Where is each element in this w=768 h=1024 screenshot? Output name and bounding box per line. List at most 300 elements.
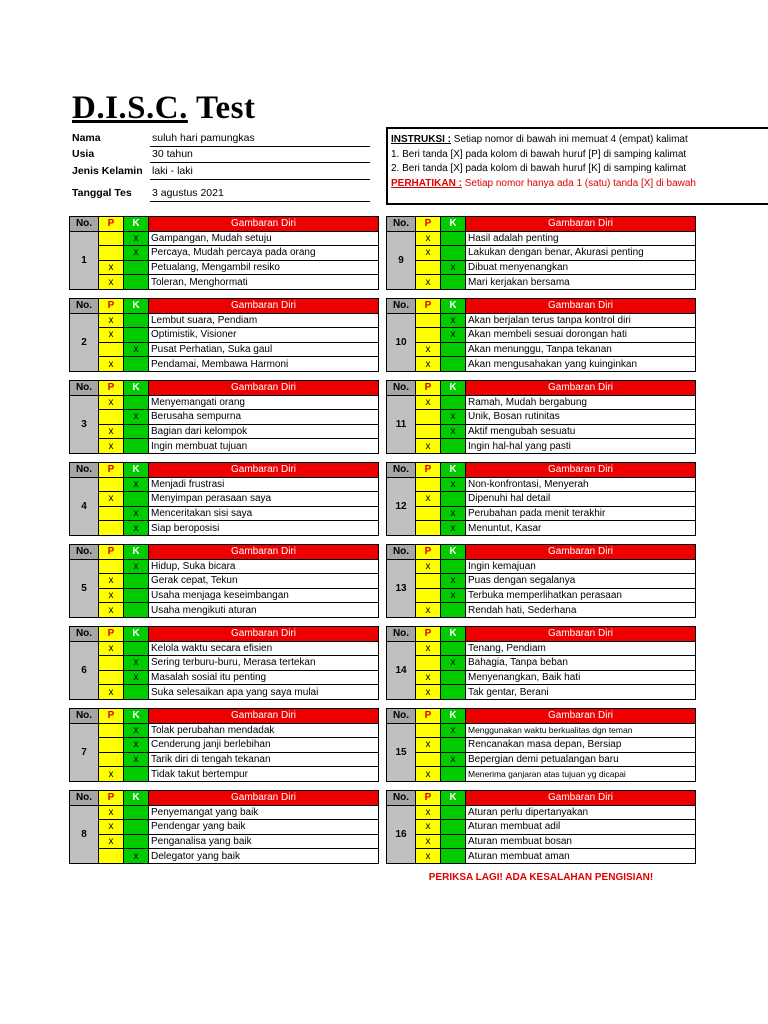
statement-text: Menggunakan waktu berkualitas dgn teman <box>466 723 696 738</box>
cell-p[interactable] <box>416 521 441 536</box>
col-header-p: P <box>416 381 441 396</box>
col-header-gambaran: Gambaran Diri <box>149 545 379 560</box>
statement-text: Lembut suara, Pendiam <box>149 313 379 328</box>
cell-k[interactable] <box>124 603 149 618</box>
field-jenis-kelamin[interactable]: laki - laki <box>150 165 370 180</box>
cell-p[interactable] <box>416 328 441 343</box>
cell-k[interactable] <box>124 357 149 372</box>
col-header-no: No. <box>387 217 416 232</box>
table-row <box>70 723 379 738</box>
table-row <box>70 588 379 603</box>
cell-k[interactable] <box>124 588 149 603</box>
table-row <box>70 559 379 574</box>
statement-text: Optimistik, Visioner <box>149 328 379 343</box>
cell-p[interactable]: x <box>416 275 441 290</box>
question-number: 15 <box>387 723 416 781</box>
cell-p[interactable] <box>99 738 124 753</box>
cell-p[interactable]: x <box>99 424 124 439</box>
table-row <box>70 767 379 782</box>
col-header-p: P <box>416 709 441 724</box>
col-header-no: No. <box>70 381 99 396</box>
cell-k[interactable]: x <box>124 410 149 425</box>
cell-k[interactable]: x <box>441 574 466 589</box>
question-number: 13 <box>387 559 416 617</box>
col-header-gambaran: Gambaran Diri <box>466 627 696 642</box>
statement-text: Cenderung janji berlebihan <box>149 738 379 753</box>
cell-p[interactable]: x <box>416 342 441 357</box>
cell-k[interactable]: x <box>124 559 149 574</box>
table-row <box>387 805 696 820</box>
table-row <box>70 685 379 700</box>
cell-p[interactable] <box>416 424 441 439</box>
table-row <box>70 246 379 261</box>
col-header-gambaran: Gambaran Diri <box>466 463 696 478</box>
cell-p[interactable]: x <box>99 603 124 618</box>
cell-k[interactable] <box>441 395 466 410</box>
cell-p[interactable] <box>99 521 124 536</box>
statement-text: Ramah, Mudah bergabung <box>466 395 696 410</box>
label-jenis-kelamin: Jenis Kelamin <box>72 165 143 177</box>
cell-k[interactable] <box>124 439 149 454</box>
col-header-gambaran: Gambaran Diri <box>149 463 379 478</box>
col-header-k: K <box>124 381 149 396</box>
table-row <box>387 260 696 275</box>
cell-p[interactable]: x <box>99 767 124 782</box>
instruction-line-2: 1. Beri tanda [X] pada kolom di bawah huruf [P] di samping kalimat <box>391 148 687 160</box>
cell-p[interactable]: x <box>99 834 124 849</box>
cell-p[interactable] <box>416 477 441 492</box>
cell-k[interactable] <box>441 603 466 618</box>
cell-k[interactable] <box>124 574 149 589</box>
cell-k[interactable] <box>124 834 149 849</box>
col-header-p: P <box>416 217 441 232</box>
statement-text: Menyenangkan, Baik hati <box>466 670 696 685</box>
table-row <box>70 424 379 439</box>
cell-k[interactable]: x <box>441 752 466 767</box>
cell-p[interactable]: x <box>99 357 124 372</box>
statement-text: Menyimpan perasaan saya <box>149 492 379 507</box>
statement-text: Kelola waktu secara efisien <box>149 641 379 656</box>
cell-p[interactable]: x <box>99 395 124 410</box>
cell-k[interactable]: x <box>124 506 149 521</box>
table-row <box>70 328 379 343</box>
col-header-no: No. <box>387 791 416 806</box>
cell-k[interactable]: x <box>124 670 149 685</box>
cell-k[interactable] <box>441 641 466 656</box>
table-row <box>70 752 379 767</box>
col-header-no: No. <box>70 299 99 314</box>
cell-k[interactable] <box>441 439 466 454</box>
cell-k[interactable]: x <box>124 521 149 536</box>
cell-k[interactable]: x <box>441 588 466 603</box>
statement-text: Ingin membuat tujuan <box>149 439 379 454</box>
statement-text: Aturan membuat aman <box>466 849 696 864</box>
cell-p[interactable]: x <box>99 328 124 343</box>
question-block-7 <box>69 708 379 782</box>
col-header-p: P <box>99 709 124 724</box>
statement-text: Suka selesaikan apa yang saya mulai <box>149 685 379 700</box>
table-row <box>387 574 696 589</box>
cell-p[interactable] <box>416 588 441 603</box>
cell-p[interactable] <box>99 477 124 492</box>
col-header-gambaran: Gambaran Diri <box>149 709 379 724</box>
cell-p[interactable]: x <box>416 805 441 820</box>
col-header-no: No. <box>70 627 99 642</box>
table-row <box>387 395 696 410</box>
col-header-k: K <box>441 217 466 232</box>
question-block-1 <box>69 216 379 290</box>
cell-k[interactable] <box>124 492 149 507</box>
statement-text: Delegator yang baik <box>149 849 379 864</box>
cell-k[interactable]: x <box>124 246 149 261</box>
cell-p[interactable]: x <box>416 641 441 656</box>
statement-text: Dipenuhi hal detail <box>466 492 696 507</box>
statement-text: Menceritakan sisi saya <box>149 506 379 521</box>
cell-k[interactable] <box>441 849 466 864</box>
table-row <box>70 357 379 372</box>
table-row <box>387 820 696 835</box>
cell-p[interactable]: x <box>416 492 441 507</box>
instruction-warning-head: PERHATIKAN : <box>391 177 462 189</box>
col-header-p: P <box>99 545 124 560</box>
cell-p[interactable]: x <box>416 738 441 753</box>
table-row <box>387 410 696 425</box>
table-row <box>70 805 379 820</box>
cell-k[interactable] <box>441 805 466 820</box>
cell-p[interactable] <box>99 559 124 574</box>
statement-text: Tolak perubahan mendadak <box>149 723 379 738</box>
question-number: 16 <box>387 805 416 863</box>
cell-p[interactable]: x <box>99 685 124 700</box>
cell-p[interactable]: x <box>416 246 441 261</box>
table-row <box>387 767 696 782</box>
cell-p[interactable] <box>99 246 124 261</box>
table-row <box>387 670 696 685</box>
cell-p[interactable]: x <box>99 641 124 656</box>
label-nama: Nama <box>72 132 101 144</box>
cell-k[interactable] <box>124 275 149 290</box>
cell-p[interactable]: x <box>99 275 124 290</box>
col-header-gambaran: Gambaran Diri <box>149 217 379 232</box>
col-header-p: P <box>416 299 441 314</box>
field-tanggal-tes[interactable]: 3 agustus 2021 <box>150 187 370 202</box>
cell-p[interactable] <box>99 410 124 425</box>
col-header-no: No. <box>387 545 416 560</box>
col-header-p: P <box>99 381 124 396</box>
statement-text: Menerima ganjaran atas tujuan yg dicapai <box>466 767 696 782</box>
col-header-k: K <box>441 627 466 642</box>
cell-p[interactable] <box>99 342 124 357</box>
cell-k[interactable]: x <box>124 656 149 671</box>
col-header-k: K <box>124 217 149 232</box>
cell-p[interactable]: x <box>416 849 441 864</box>
table-row <box>387 723 696 738</box>
statement-text: Pusat Perhatian, Suka gaul <box>149 342 379 357</box>
cell-p[interactable]: x <box>416 559 441 574</box>
statement-text: Unik, Bosan rutinitas <box>466 410 696 425</box>
field-usia[interactable]: 30 tahun <box>150 148 370 163</box>
statement-text: Aturan perlu dipertanyakan <box>466 805 696 820</box>
cell-p[interactable]: x <box>99 313 124 328</box>
cell-k[interactable]: x <box>441 656 466 671</box>
cell-k[interactable] <box>441 670 466 685</box>
page-crop-edge <box>696 210 768 880</box>
cell-p[interactable]: x <box>416 670 441 685</box>
page-title <box>72 90 255 127</box>
col-header-p: P <box>99 217 124 232</box>
question-block-4 <box>69 462 379 536</box>
cell-k[interactable] <box>441 834 466 849</box>
question-block-2 <box>69 298 379 372</box>
cell-p[interactable]: x <box>99 820 124 835</box>
cell-k[interactable] <box>441 492 466 507</box>
question-number: 14 <box>387 641 416 699</box>
cell-k[interactable] <box>441 342 466 357</box>
cell-k[interactable]: x <box>441 410 466 425</box>
col-header-gambaran: Gambaran Diri <box>466 791 696 806</box>
col-header-no: No. <box>387 381 416 396</box>
statement-text: Gerak cepat, Tekun <box>149 574 379 589</box>
table-row <box>70 395 379 410</box>
col-header-gambaran: Gambaran Diri <box>149 627 379 642</box>
question-number: 4 <box>70 477 99 535</box>
cell-p[interactable]: x <box>99 260 124 275</box>
cell-p[interactable]: x <box>99 588 124 603</box>
cell-k[interactable]: x <box>124 231 149 246</box>
statement-text: Pendamai, Membawa Harmoni <box>149 357 379 372</box>
table-row <box>387 849 696 864</box>
cell-p[interactable] <box>99 752 124 767</box>
table-row <box>70 641 379 656</box>
col-header-k: K <box>124 545 149 560</box>
cell-k[interactable]: x <box>124 723 149 738</box>
cell-k[interactable]: x <box>124 477 149 492</box>
col-header-k: K <box>124 627 149 642</box>
cell-p[interactable]: x <box>99 805 124 820</box>
cell-k[interactable]: x <box>124 342 149 357</box>
instruction-line-1: Setiap nomor di bawah ini memuat 4 (empat) kalimat <box>451 134 688 145</box>
instruction-head: INSTRUKSI : <box>391 134 451 145</box>
field-nama[interactable]: suluh hari pamungkas <box>150 132 370 147</box>
question-block-6 <box>69 626 379 700</box>
cell-k[interactable] <box>124 820 149 835</box>
cell-p[interactable]: x <box>416 767 441 782</box>
statement-text: Tarik diri di tengah tekanan <box>149 752 379 767</box>
question-block-9 <box>386 216 696 290</box>
col-header-no: No. <box>387 299 416 314</box>
statement-text: Berusaha sempurna <box>149 410 379 425</box>
col-header-gambaran: Gambaran Diri <box>466 217 696 232</box>
cell-p[interactable]: x <box>416 357 441 372</box>
cell-p[interactable]: x <box>416 231 441 246</box>
col-header-k: K <box>441 545 466 560</box>
cell-k[interactable] <box>441 685 466 700</box>
question-block-10 <box>386 298 696 372</box>
statement-text: Hasil adalah penting <box>466 231 696 246</box>
table-row <box>387 477 696 492</box>
col-header-p: P <box>416 627 441 642</box>
cell-k[interactable] <box>441 738 466 753</box>
question-block-14 <box>386 626 696 700</box>
question-block-3 <box>69 380 379 454</box>
table-row <box>387 521 696 536</box>
cell-p[interactable]: x <box>416 603 441 618</box>
statement-text: Akan menunggu, Tanpa tekanan <box>466 342 696 357</box>
table-row <box>70 820 379 835</box>
cell-k[interactable] <box>124 424 149 439</box>
statement-text: Usaha menjaga keseimbangan <box>149 588 379 603</box>
statement-text: Akan membeli sesuai dorongan hati <box>466 328 696 343</box>
cell-k[interactable] <box>441 275 466 290</box>
question-block-13 <box>386 544 696 618</box>
cell-p[interactable] <box>416 506 441 521</box>
col-header-gambaran: Gambaran Diri <box>466 545 696 560</box>
table-row <box>387 738 696 753</box>
question-block-11 <box>386 380 696 454</box>
col-header-p: P <box>416 545 441 560</box>
col-header-k: K <box>441 463 466 478</box>
statement-text: Menuntut, Kasar <box>466 521 696 536</box>
statement-text: Menjadi frustrasi <box>149 477 379 492</box>
cell-p[interactable] <box>416 752 441 767</box>
cell-p[interactable] <box>416 574 441 589</box>
table-row <box>387 588 696 603</box>
cell-p[interactable]: x <box>99 574 124 589</box>
table-row <box>387 492 696 507</box>
cell-k[interactable] <box>441 246 466 261</box>
col-header-no: No. <box>387 627 416 642</box>
question-block-8 <box>69 790 379 864</box>
cell-p[interactable] <box>416 410 441 425</box>
statement-text: Bagian dari kelompok <box>149 424 379 439</box>
cell-k[interactable]: x <box>441 477 466 492</box>
table-row <box>70 313 379 328</box>
cell-k[interactable]: x <box>441 260 466 275</box>
table-row <box>387 685 696 700</box>
cell-k[interactable] <box>124 328 149 343</box>
table-row <box>387 506 696 521</box>
statement-text: Aturan membuat adil <box>466 820 696 835</box>
col-header-k: K <box>124 463 149 478</box>
statement-text: Percaya, Mudah percaya pada orang <box>149 246 379 261</box>
table-row <box>70 260 379 275</box>
cell-k[interactable]: x <box>441 313 466 328</box>
cell-k[interactable] <box>124 395 149 410</box>
question-number: 6 <box>70 641 99 699</box>
cell-k[interactable] <box>124 767 149 782</box>
cell-k[interactable] <box>124 313 149 328</box>
cell-k[interactable]: x <box>124 849 149 864</box>
cell-p[interactable] <box>99 723 124 738</box>
statement-text: Bepergian demi petualangan baru <box>466 752 696 767</box>
cell-p[interactable]: x <box>99 439 124 454</box>
col-header-no: No. <box>387 463 416 478</box>
table-row <box>70 521 379 536</box>
col-header-no: No. <box>70 463 99 478</box>
cell-k[interactable]: x <box>441 506 466 521</box>
statement-text: Akan berjalan terus tanpa kontrol diri <box>466 313 696 328</box>
table-row <box>387 246 696 261</box>
cell-k[interactable] <box>441 231 466 246</box>
statement-text: Bahagia, Tanpa beban <box>466 656 696 671</box>
col-header-k: K <box>124 709 149 724</box>
table-row <box>70 738 379 753</box>
cell-k[interactable]: x <box>124 738 149 753</box>
cell-p[interactable]: x <box>416 820 441 835</box>
table-row <box>70 849 379 864</box>
cell-k[interactable]: x <box>441 521 466 536</box>
table-row <box>70 410 379 425</box>
cell-p[interactable]: x <box>416 834 441 849</box>
label-tanggal-tes: Tanggal Tes <box>72 187 132 199</box>
cell-k[interactable] <box>441 767 466 782</box>
cell-k[interactable]: x <box>441 723 466 738</box>
cell-p[interactable] <box>99 506 124 521</box>
question-number: 8 <box>70 805 99 863</box>
cell-k[interactable]: x <box>124 752 149 767</box>
question-block-12 <box>386 462 696 536</box>
cell-p[interactable]: x <box>416 685 441 700</box>
table-row <box>70 492 379 507</box>
cell-k[interactable] <box>124 685 149 700</box>
table-row <box>387 231 696 246</box>
cell-p[interactable] <box>416 723 441 738</box>
cell-p[interactable] <box>416 656 441 671</box>
question-number: 10 <box>387 313 416 371</box>
col-header-p: P <box>99 299 124 314</box>
cell-p[interactable] <box>416 260 441 275</box>
statement-text: Siap beroposisi <box>149 521 379 536</box>
table-row <box>70 439 379 454</box>
cell-k[interactable] <box>124 805 149 820</box>
validation-warning: PERIKSA LAGI! ADA KESALAHAN PENGISIAN! <box>428 872 654 883</box>
cell-k[interactable]: x <box>441 424 466 439</box>
col-header-p: P <box>99 791 124 806</box>
statement-text: Lakukan dengan benar, Akurasi penting <box>466 246 696 261</box>
cell-k[interactable] <box>441 559 466 574</box>
col-header-k: K <box>441 791 466 806</box>
table-row <box>387 357 696 372</box>
col-header-gambaran: Gambaran Diri <box>149 299 379 314</box>
cell-p[interactable]: x <box>99 492 124 507</box>
table-row <box>387 313 696 328</box>
cell-p[interactable] <box>99 849 124 864</box>
statement-text: Rendah hati, Sederhana <box>466 603 696 618</box>
question-number: 1 <box>70 231 99 289</box>
table-row <box>70 574 379 589</box>
col-header-p: P <box>99 627 124 642</box>
cell-p[interactable]: x <box>416 395 441 410</box>
cell-k[interactable]: x <box>441 328 466 343</box>
cell-p[interactable] <box>416 313 441 328</box>
table-row <box>387 424 696 439</box>
table-row <box>70 275 379 290</box>
cell-k[interactable] <box>124 641 149 656</box>
title-main: D.I.S.C. <box>72 90 188 126</box>
table-row <box>387 439 696 454</box>
cell-p[interactable] <box>99 656 124 671</box>
question-number: 9 <box>387 231 416 289</box>
cell-k[interactable] <box>441 357 466 372</box>
cell-k[interactable] <box>441 820 466 835</box>
cell-p[interactable] <box>99 670 124 685</box>
cell-p[interactable]: x <box>416 439 441 454</box>
cell-p[interactable] <box>99 231 124 246</box>
col-header-k: K <box>124 791 149 806</box>
cell-k[interactable] <box>124 260 149 275</box>
statement-text: Penganalisa yang baik <box>149 834 379 849</box>
col-header-gambaran: Gambaran Diri <box>466 299 696 314</box>
